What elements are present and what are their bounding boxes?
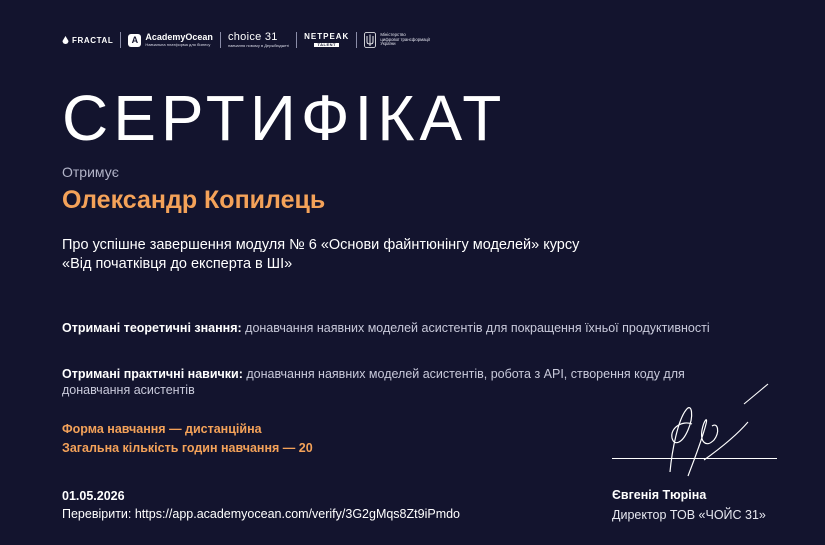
netpeak-tag: TALENT [314, 43, 338, 47]
study-form: Форма навчання — дистанційна [62, 422, 262, 436]
trident-icon [364, 32, 376, 48]
fractal-drop-icon [62, 36, 69, 44]
signer-name: Євгенія Тюріна [612, 488, 707, 502]
academy-ocean-name: AcademyOcean [145, 32, 213, 42]
partner-logos [62, 29, 430, 51]
signature-line [612, 458, 777, 459]
choice31-name: choice 31 [227, 31, 278, 43]
netpeak-talent-logo [304, 33, 349, 47]
issue-date: 01.05.2026 [62, 489, 125, 503]
logo-divider [120, 32, 121, 48]
logo-divider [356, 32, 357, 48]
academy-ocean-tagline: Навчальна платформа для бізнесу [145, 42, 211, 47]
academy-ocean-logo [128, 33, 213, 47]
receives-label: Отримує [62, 164, 119, 180]
theory-label: Отримані теоретичні знання: [62, 321, 242, 335]
theory-knowledge [62, 320, 742, 336]
practice-label: Отримані практичні навички: [62, 367, 243, 381]
academy-ocean-logo-icon: A [128, 34, 141, 47]
practice-text: донавчання наявних моделей асистентів, робота з API, створення коду для донавчання асистентів [62, 367, 685, 397]
practical-skills [62, 366, 742, 398]
netpeak-name: NETPEAK [304, 32, 350, 41]
fractal-logo-text: FRACTAL [72, 35, 114, 45]
fractal-logo [62, 36, 113, 45]
signer-position: Директор ТОВ «ЧОЙС 31» [612, 508, 766, 522]
completion-line-1: Про успішне завершення модуля № 6 «Основи файнтюнінгу моделей» курсу [62, 237, 580, 253]
certificate-title: СЕРТИФІКАТ [62, 82, 507, 154]
ministry-logo [364, 32, 430, 48]
choice31-logo [228, 32, 289, 48]
completion-statement [62, 236, 742, 274]
recipient-name: Олександр Копилець [62, 186, 326, 214]
theory-text: донавчання наявних моделей асистентів для покращення їхньої продуктивності [241, 321, 710, 335]
completion-line-2: «Від початківця до експерта в ШІ» [62, 256, 293, 272]
logo-divider [220, 32, 221, 48]
ministry-name: Міністерство цифрової трансформації України [380, 31, 431, 47]
choice31-tagline: навчання новому в Держбюджеті [227, 43, 290, 48]
total-hours: Загальна кількість годин навчання — 20 [62, 441, 313, 455]
logo-divider [296, 32, 297, 48]
verify-link[interactable]: Перевірити: https://app.academyocean.com/verify/3G2gMqs8Zt9iPmdo [62, 507, 461, 521]
signature-graphic [648, 380, 778, 480]
